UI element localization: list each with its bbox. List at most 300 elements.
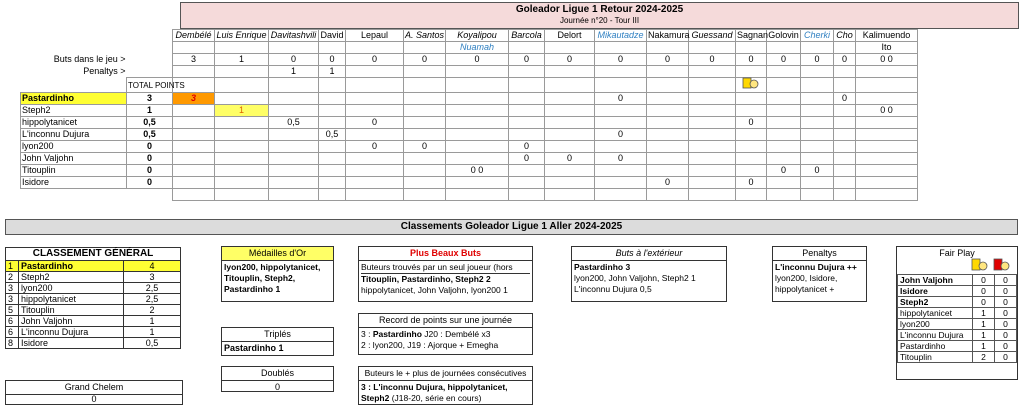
- score-cell: 0,5: [269, 117, 319, 129]
- consecutives-line1: 3 : L'inconnu Dujura, hippolytanicet,: [361, 382, 508, 392]
- participant-row: [21, 177, 918, 189]
- classement-row: [6, 294, 181, 305]
- fairplay-yellow-card-icon: [971, 259, 989, 273]
- grid-cell: [767, 189, 801, 201]
- classement-points: 0,5: [124, 338, 181, 349]
- buts-value: 3: [173, 54, 215, 66]
- score-cell: [856, 117, 918, 129]
- participant-row: [21, 165, 918, 177]
- score-cell: [801, 153, 834, 165]
- score-cell: [215, 177, 269, 189]
- sheet-header: [180, 2, 1019, 29]
- classement-rank: 1: [6, 261, 19, 272]
- sub-player-name: [545, 42, 595, 54]
- beaux-buts-line3: hippolytanicet, John Valjohn, lyon200 1: [361, 285, 508, 295]
- score-cell: [595, 117, 647, 129]
- score-cell: [446, 141, 509, 153]
- fairplay-row: [898, 341, 1017, 352]
- score-cell: [215, 165, 269, 177]
- sub-player-name: [647, 42, 689, 54]
- grid-cell: [689, 78, 736, 93]
- classement-name: lyon200: [19, 283, 124, 294]
- player-name: Sagnan: [737, 30, 769, 40]
- grid-cell: [834, 78, 856, 93]
- penaltys-value: [173, 66, 215, 78]
- participant-name: Isidore: [21, 177, 127, 189]
- participant-name: lyon200: [21, 141, 127, 153]
- score-cell: [801, 177, 834, 189]
- score-cell: [446, 129, 509, 141]
- label-cell: [21, 30, 127, 42]
- medailles-title: Médailles d'Or: [222, 247, 333, 261]
- score-cell: [767, 153, 801, 165]
- score-cell: [346, 93, 404, 105]
- score-cell: [856, 177, 918, 189]
- record-box: [358, 313, 533, 355]
- score-cell: [215, 153, 269, 165]
- score-cell: [736, 105, 767, 117]
- consecutives-box: [358, 366, 533, 405]
- consecutives-player: Steph2: [361, 393, 390, 403]
- classement-name: John Valjohn: [19, 316, 124, 327]
- grid-cell: [346, 189, 404, 201]
- score-cell: [647, 165, 689, 177]
- participant-points: 0: [127, 141, 173, 153]
- classement-name: Pastardinho: [19, 261, 124, 272]
- fairplay-red-count: 0: [995, 352, 1017, 363]
- penaltys-value: [509, 66, 545, 78]
- grand-chelem-value: 0: [91, 394, 97, 404]
- score-cell: [509, 165, 545, 177]
- grid-cell: [509, 189, 545, 201]
- fairplay-name: Steph2: [898, 297, 973, 308]
- fairplay-box: [896, 246, 1018, 380]
- fairplay-red-card-icon: [993, 259, 1011, 273]
- score-cell: [446, 177, 509, 189]
- buts-value: 0: [834, 54, 856, 66]
- score-cell: [509, 105, 545, 117]
- player-name: Guessand: [689, 30, 736, 42]
- score-cell: 0: [801, 165, 834, 177]
- penaltys-value: [801, 66, 834, 78]
- buts-value: 0: [446, 54, 509, 66]
- record-line1-detail: J20 : Dembélé x3: [421, 329, 491, 339]
- fairplay-name: L'inconnu Dujura: [898, 330, 973, 341]
- score-cell: [767, 105, 801, 117]
- penaltys-value: [346, 66, 404, 78]
- participant-name: Steph2: [21, 105, 127, 117]
- player-name: Davitashvili: [269, 30, 319, 42]
- classement-row: [6, 327, 181, 338]
- player-name: Cherki: [801, 30, 834, 42]
- grid-cell: [647, 78, 689, 93]
- buts-value: 0: [346, 54, 404, 66]
- consecutives-detail: (J18-20, série en cours): [389, 393, 482, 403]
- player-name: Cho: [834, 30, 856, 42]
- grid-cell: [689, 189, 736, 201]
- score-cell: [545, 93, 595, 105]
- score-cell: [545, 117, 595, 129]
- grid-cell: [127, 189, 173, 201]
- score-table: [20, 29, 918, 201]
- classement-rank: 6: [6, 316, 19, 327]
- fairplay-row: [898, 286, 1017, 297]
- buts-value: 0: [319, 54, 346, 66]
- score-cell: [856, 141, 918, 153]
- participant-name: L'inconnu Dujura: [21, 129, 127, 141]
- classement-name: hippolytanicet: [19, 294, 124, 305]
- score-cell: 0: [736, 117, 767, 129]
- participant-name: hippolytanicet: [21, 117, 127, 129]
- score-cell: 0: [595, 93, 647, 105]
- grid-cell: [834, 189, 856, 201]
- fairplay-row: [898, 352, 1017, 363]
- score-cell: [319, 93, 346, 105]
- score-cell: [215, 129, 269, 141]
- player-name: Luis Enrique: [216, 30, 267, 40]
- grid-cell: [215, 189, 269, 201]
- participant-points: 3: [127, 93, 173, 105]
- player-names-row: [21, 30, 918, 42]
- score-cell: [689, 117, 736, 129]
- score-cell: [767, 93, 801, 105]
- penaltys-line2: lyon200, Isidore,: [775, 273, 838, 283]
- participant-name: John Valjohn: [21, 153, 127, 165]
- penaltys-line1: L'inconnu Dujura ++: [775, 262, 857, 272]
- score-cell: [446, 93, 509, 105]
- score-cell: [834, 141, 856, 153]
- sub-player-name: [689, 42, 736, 54]
- classement-row: [6, 316, 181, 327]
- penaltys-value: 1: [319, 66, 346, 78]
- sub-player-name: Nuamah: [446, 42, 509, 54]
- score-cell: [856, 153, 918, 165]
- score-cell: [346, 105, 404, 117]
- score-cell: 0: [509, 153, 545, 165]
- score-cell: [545, 105, 595, 117]
- points-col-blank: [127, 30, 173, 42]
- penaltys-value: [595, 66, 647, 78]
- medailles-box: [221, 246, 334, 302]
- score-cell: [404, 129, 446, 141]
- score-cell: [509, 177, 545, 189]
- score-cell: [173, 117, 215, 129]
- fairplay-yellow-count: 0: [973, 275, 995, 286]
- grid-cell: [404, 189, 446, 201]
- penaltys-value: [767, 66, 801, 78]
- grid-cell: [595, 78, 647, 93]
- score-cell: 0: [509, 141, 545, 153]
- player-name: Lepaul: [346, 30, 404, 42]
- fairplay-row: [898, 330, 1017, 341]
- total-points-header: TOTAL POINTS: [127, 78, 173, 93]
- player-name: A. Santos: [405, 30, 445, 40]
- doubles-box: [221, 366, 334, 392]
- grid-cell: [801, 189, 834, 201]
- score-cell: [689, 129, 736, 141]
- grid-cell: [319, 78, 346, 93]
- score-cell: [595, 177, 647, 189]
- fairplay-red-count: 0: [995, 297, 1017, 308]
- player-name: Mikautadze: [595, 30, 647, 42]
- score-cell: 0: [595, 129, 647, 141]
- score-cell: [446, 105, 509, 117]
- sub-player-name: [834, 42, 856, 54]
- buts-value: 0: [404, 54, 446, 66]
- exterieur-line2: lyon200, John Valjohn, Steph2 1: [574, 273, 696, 283]
- sub-player-name: [509, 42, 545, 54]
- score-cell: [404, 105, 446, 117]
- score-cell: [767, 129, 801, 141]
- score-cell: [736, 141, 767, 153]
- participant-row: [21, 141, 918, 153]
- score-cell: 0: [545, 153, 595, 165]
- fairplay-red-count: 0: [995, 286, 1017, 297]
- buts-row: [21, 54, 918, 66]
- sub-player-name: [269, 42, 319, 54]
- fairplay-title: Fair Play: [939, 248, 975, 258]
- score-cell: [173, 129, 215, 141]
- grid-cell: [856, 189, 918, 201]
- score-cell: [647, 153, 689, 165]
- beaux-buts-title: Plus Beaux Buts: [359, 247, 532, 261]
- participant-row: [21, 153, 918, 165]
- score-cell: [736, 153, 767, 165]
- record-line1-player: Pastardinho: [372, 329, 422, 339]
- points-col-blank: [127, 54, 173, 66]
- buts-value: 0: [767, 54, 801, 66]
- grand-chelem-title: Grand Chelem: [6, 381, 182, 395]
- participant-points: 1: [127, 105, 173, 117]
- penaltys-label: Penaltys >: [83, 66, 126, 76]
- classement-points: 4: [124, 261, 181, 272]
- score-cell: [801, 105, 834, 117]
- fairplay-name: Isidore: [898, 286, 973, 297]
- score-cell: [647, 141, 689, 153]
- score-cell: [767, 141, 801, 153]
- grid-cell: [767, 78, 801, 93]
- fairplay-yellow-count: 1: [973, 308, 995, 319]
- penaltys-line3: hippolytanicet +: [775, 284, 835, 294]
- fairplay-table: [897, 274, 1017, 363]
- score-cell: [404, 93, 446, 105]
- record-line1-rank: 3 :: [361, 329, 373, 339]
- fairplay-name: John Valjohn: [898, 275, 973, 286]
- participant-row: [21, 105, 918, 117]
- fairplay-red-count: 0: [995, 341, 1017, 352]
- score-cell: [404, 153, 446, 165]
- triples-title: Triplés: [222, 328, 333, 342]
- score-cell: [595, 105, 647, 117]
- score-cell: 0 0: [446, 165, 509, 177]
- classement-row: [6, 283, 181, 294]
- participant-points: 0,5: [127, 129, 173, 141]
- score-cell: [801, 141, 834, 153]
- score-cell: [509, 117, 545, 129]
- points-col-blank: [127, 66, 173, 78]
- participant-row: [21, 93, 918, 105]
- score-cell: [173, 165, 215, 177]
- medailles-text: lyon200, hippolytanicet, Titouplin, Steph2, Pastardinho 1: [224, 262, 321, 294]
- score-cell: [545, 165, 595, 177]
- score-cell: 0: [595, 153, 647, 165]
- score-cell: [736, 165, 767, 177]
- participant-name: Titouplin: [21, 165, 127, 177]
- classement-rank: 3: [6, 283, 19, 294]
- score-cell: [834, 117, 856, 129]
- player-name: Barcola: [509, 30, 545, 42]
- player-name: Kalimuendo: [856, 30, 918, 42]
- buts-value: 0: [736, 54, 767, 66]
- score-cell: [767, 177, 801, 189]
- score-cell: [736, 93, 767, 105]
- participant-name: Pastardinho: [21, 93, 127, 105]
- grid-cell: [856, 78, 918, 93]
- yellow-card-icon: [742, 78, 760, 89]
- classement-rank: 3: [6, 294, 19, 305]
- score-cell: [545, 177, 595, 189]
- penaltys-value: [545, 66, 595, 78]
- classement-rank: 2: [6, 272, 19, 283]
- score-cell: 0: [346, 141, 404, 153]
- score-cell: [215, 117, 269, 129]
- score-cell: [856, 93, 918, 105]
- score-cell: 0,5: [319, 129, 346, 141]
- fairplay-row: [898, 319, 1017, 330]
- score-cell: [319, 165, 346, 177]
- points-col-blank: [127, 42, 173, 54]
- score-cell: [689, 105, 736, 117]
- sub-player-name: [595, 42, 647, 54]
- triples-text: Pastardinho 1: [224, 343, 284, 353]
- buts-value: 0: [647, 54, 689, 66]
- penaltys-value: [446, 66, 509, 78]
- fairplay-name: lyon200: [898, 319, 973, 330]
- fairplay-name: hippolytanicet: [898, 308, 973, 319]
- sub-player-name: [736, 42, 767, 54]
- classement-general: [5, 247, 181, 349]
- sub-player-name: [173, 42, 215, 54]
- record-line2: 2 : lyon200, J19 : Ajorque + Emegha: [361, 340, 499, 350]
- sub-player-name: [346, 42, 404, 54]
- sub-player-name: Ito: [856, 42, 918, 54]
- score-cell: [173, 177, 215, 189]
- score-cell: [689, 153, 736, 165]
- classement-name: L'inconnu Dujura: [19, 327, 124, 338]
- score-cell: [346, 165, 404, 177]
- grid-cell: [215, 78, 269, 93]
- sheet-subtitle: Journée n°20 - Tour III: [559, 16, 640, 25]
- fairplay-yellow-count: 1: [973, 341, 995, 352]
- grid-cell: [801, 78, 834, 93]
- score-cell: [269, 153, 319, 165]
- score-cell: [647, 93, 689, 105]
- penaltys-value: [647, 66, 689, 78]
- classement-table: [5, 260, 181, 349]
- score-cell: [446, 153, 509, 165]
- score-cell: [801, 117, 834, 129]
- score-cell: [215, 93, 269, 105]
- penaltys-row: [21, 66, 918, 78]
- consecutives-title: Buteurs le + plus de journées consécutives: [359, 367, 532, 381]
- grid-cell: [404, 78, 446, 93]
- score-cell: [834, 105, 856, 117]
- classement-row: [6, 305, 181, 316]
- participant-row: [21, 129, 918, 141]
- score-cell: [269, 105, 319, 117]
- fairplay-yellow-count: 0: [973, 286, 995, 297]
- buts-value: 0: [595, 54, 647, 66]
- buts-value: 0: [689, 54, 736, 66]
- score-cell: [647, 117, 689, 129]
- total-points-row: [21, 78, 918, 93]
- classement-points: 2,5: [124, 294, 181, 305]
- score-cell: [346, 153, 404, 165]
- grand-chelem-box: [5, 380, 183, 405]
- classement-row: [6, 338, 181, 349]
- score-cell: [595, 141, 647, 153]
- penaltys-value: [736, 66, 767, 78]
- beaux-buts-box: [358, 246, 533, 302]
- grid-cell: [346, 78, 404, 93]
- fairplay-red-count: 0: [995, 308, 1017, 319]
- score-cell: [689, 165, 736, 177]
- participant-points: 0: [127, 165, 173, 177]
- participant-points: 0,5: [127, 117, 173, 129]
- penaltys-value: 1: [269, 66, 319, 78]
- score-cell: [801, 93, 834, 105]
- score-cell: [736, 129, 767, 141]
- fairplay-red-count: 0: [995, 319, 1017, 330]
- buts-value: 0: [509, 54, 545, 66]
- score-cell: 0: [767, 165, 801, 177]
- player-name: Dembélé: [173, 30, 215, 42]
- score-cell: [767, 117, 801, 129]
- classement-points: 1: [124, 327, 181, 338]
- score-cell: [834, 177, 856, 189]
- score-cell: 3: [173, 93, 215, 105]
- classement-points: 2: [124, 305, 181, 316]
- sub-player-name: [801, 42, 834, 54]
- classement-name: Isidore: [19, 338, 124, 349]
- penaltys-value: [689, 66, 736, 78]
- score-cell: 0: [736, 177, 767, 189]
- fairplay-red-count: 0: [995, 330, 1017, 341]
- penaltys-title: Penaltys: [773, 247, 866, 261]
- sheet-title: Goleador Ligue 1 Retour 2024-2025: [515, 4, 684, 15]
- fairplay-yellow-count: 2: [973, 352, 995, 363]
- grid-cell: [736, 189, 767, 201]
- sub-player-name: [319, 42, 346, 54]
- score-cell: [269, 141, 319, 153]
- score-cell: [689, 141, 736, 153]
- grid-cell: [21, 189, 127, 201]
- score-cell: [834, 165, 856, 177]
- classement-points: 3: [124, 272, 181, 283]
- spacer-row: [21, 189, 918, 201]
- score-cell: [404, 165, 446, 177]
- score-cell: [595, 165, 647, 177]
- participant-row: [21, 117, 918, 129]
- grid-cell: [173, 189, 215, 201]
- grid-cell: [446, 189, 509, 201]
- beaux-buts-line1: Buteurs trouvés par un seul joueur (hors: [361, 262, 530, 274]
- exterieur-line3: L'inconnu Dujura 0,5: [574, 284, 652, 294]
- grid-cell: [509, 78, 545, 93]
- classement-row: [6, 261, 181, 272]
- score-cell: [173, 141, 215, 153]
- score-cell: 0 0: [856, 105, 918, 117]
